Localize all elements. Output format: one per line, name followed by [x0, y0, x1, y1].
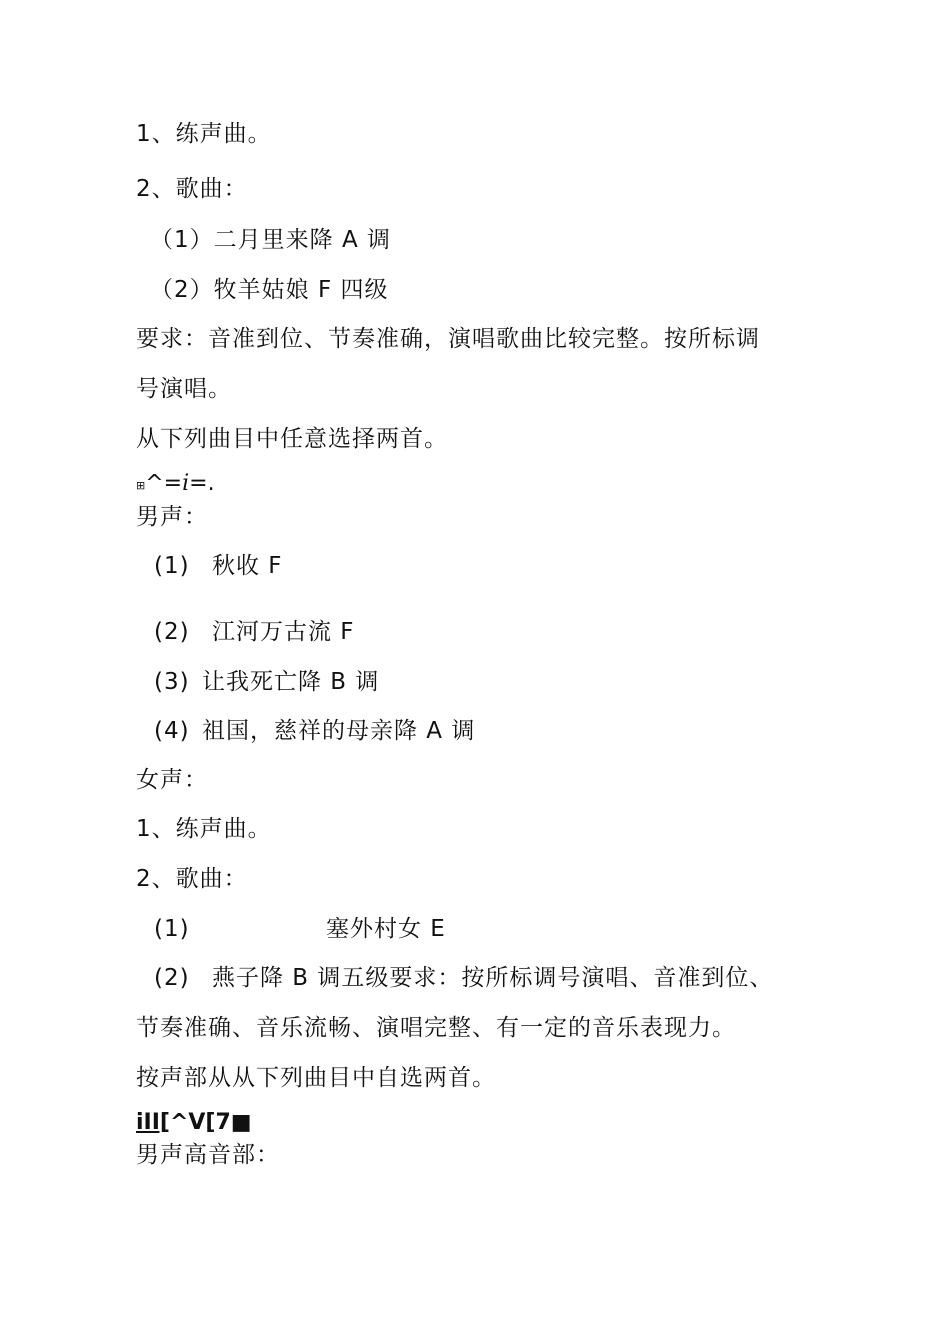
- female-song-2: [154, 963, 773, 993]
- song-muyang-guniang: （2）牧羊姑娘 F 四级: [150, 277, 389, 303]
- list-number: (2): [154, 619, 190, 645]
- item-songs: 2、歌曲：: [136, 176, 248, 202]
- male-voice-heading: 男声：: [136, 504, 208, 530]
- ocr-artifact-caret: ^=: [145, 471, 183, 496]
- selection-instruction: 从下列曲目中任意选择两首。: [136, 426, 448, 452]
- requirement-text: 要求：音准到位、节奏准确，演唱歌曲比较完整。按所标调: [136, 326, 760, 352]
- list-number: (1): [154, 916, 190, 942]
- male-high-voice-heading: 男声高音部：: [136, 1142, 280, 1168]
- ocr-artifact-rest: ^V[7■: [169, 1110, 252, 1135]
- requirement-text-2: 节奏准确、音乐流畅、演唱完整、有一定的音乐表现力。: [136, 1015, 736, 1041]
- list-number: (4): [154, 718, 190, 744]
- ocr-artifact-i: i: [182, 471, 190, 496]
- song-title: 江河万古流 F: [212, 619, 355, 645]
- ocr-artifact-line-2: [136, 1110, 252, 1136]
- ocr-artifact-underlined: iII[: [136, 1110, 170, 1135]
- song-title: 塞外村女 E: [326, 916, 446, 942]
- item-vocal-exercise: 1、练声曲。: [136, 121, 272, 147]
- ocr-artifact-box: ⊞: [136, 479, 146, 492]
- list-number: (2): [154, 965, 190, 991]
- female-songs: 2、歌曲：: [136, 866, 248, 892]
- song-title: 祖国，慈祥的母亲降 A 调: [202, 718, 476, 744]
- male-song-1: [154, 551, 283, 581]
- requirement-text-continued: 号演唱。: [136, 376, 232, 402]
- female-song-1: [154, 914, 446, 944]
- female-voice-heading: 女声：: [136, 767, 208, 793]
- ocr-artifact-tail: =.: [189, 471, 215, 496]
- song-title: 燕子降 B 调五级要求：按所标调号演唱、音准到位、: [212, 965, 774, 991]
- list-number: (3): [154, 669, 190, 695]
- song-title: 秋收 F: [212, 553, 283, 579]
- song-title: 让我死亡降 B 调: [202, 669, 380, 695]
- male-song-2: [154, 617, 355, 647]
- female-vocal-exercise: 1、练声曲。: [136, 816, 272, 842]
- list-number: (1): [154, 553, 190, 579]
- male-song-4: [154, 716, 475, 746]
- male-song-3: [154, 667, 379, 697]
- ocr-artifact-line: [136, 471, 215, 499]
- song-erue-li-lai: （1）二月里来降 A 调: [150, 227, 391, 253]
- selection-instruction-2: 按声部从从下列曲目中自选两首。: [136, 1065, 496, 1091]
